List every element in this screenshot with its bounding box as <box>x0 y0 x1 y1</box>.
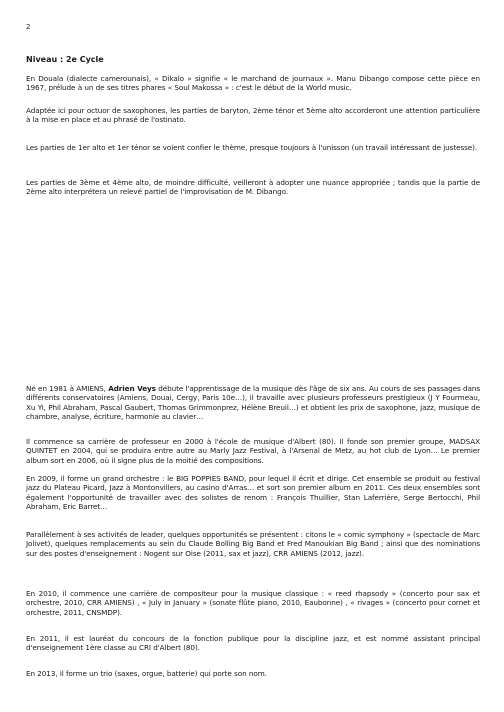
bio-paragraph-intro <box>26 384 480 421</box>
bio-paragraph-laureate: En 2011, il est lauréat du concours de la fonction publique pour la discipline jazz, et est nommé assistant principal d'enseignement 1ère classe au CRI d'Albert (80). <box>26 634 480 653</box>
bio-paragraph-big-band: En 2009, il forme un grand orchestre : le BIG POPPIES BAND, pour lequel il écrit et dirige. Cet ensemble se produit au festival jazz du Plateau Picard, Jazz à Montonvillers, au casino d'Arras… et sort son premier album en 2011. Ces deux ensembles sont également l'opportunité de travailler avec des solistes de renom : François Thuillier, Stan Laferrière, Serge Bertocchi, Phil Abraham, Eric Barret… <box>26 474 480 511</box>
bio-intro-before-name: Né en 1981 à AMIENS, <box>26 384 109 393</box>
bio-paragraph-composer: En 2010, il commence une carrière de compositeur pour la musique classique : « reed rhapsody » (concerto pour sax et orchestre, 2010, CRR AMIENS) , « July in January » (sonate flûte piano, 2010, Eaubonne) , « rivages » (concerto pour cornet et orchestre, 2011, CNSMDP). <box>26 589 480 617</box>
page-number: 2 <box>26 23 31 31</box>
level-heading: Niveau : 2e Cycle <box>26 55 104 64</box>
composer-name: Adrien Veys <box>108 384 156 393</box>
intro-paragraph-arrangement: Adaptée ici pour octuor de saxophones, les parties de baryton, 2ème ténor et 5ème alto accorderont une attention particulière à la mise en place et au phrasé de l'ostinato. <box>26 106 480 125</box>
bio-intro-after-name: débute l'apprentissage de la musique dès l'âge de six ans. Au cours de ses passages dans différents conservatoires (Amiens, Douai, Cergy, Paris 10e…), il travaille avec plusieurs professeurs prestigieux (J Y Fourmeau, Xu Yi, Phil Abraham, Pascal Gaubert, Thomas Grimmonprez, Hélène Breuil…) et obtient les prix de saxophone, jazz, musique de chambre, analyse, écriture, harmonie au clavier… <box>26 384 480 421</box>
bio-paragraph-leader: Parallèlement à ses activités de leader, quelques opportunités se présentent : citons le « comic symphony » (spectacle de Marc Jolivet), quelques remplacements au sein du Claude Bolling Big Band et Fred Manoukian Big Band ; ainsi que des nominations sur des postes d'enseignement : Nogent sur Oise (2011, sax et jazz), CRR AMIENS (2012, jazz). <box>26 530 480 558</box>
intro-paragraph-theme: Les parties de 1er alto et 1er ténor se voient confier le thème, presque toujours à l'unisson (un travail intéressant de justesse). <box>26 143 478 152</box>
intro-paragraph-origin: En Douala (dialecte camerounais), « Dikalo » signifie « le marchand de journaux ». Manu Dibango compose cette pièce en 1967, prélude à un de ses titres phares « Soul Makossa » : c'est le début de la World music. <box>26 74 480 93</box>
bio-paragraph-trio: En 2013, il forme un trio (saxes, orgue, batterie) qui porte son nom. <box>26 669 267 678</box>
intro-paragraph-inner-parts: Les parties de 3ème et 4ème alto, de moindre difficulté, veilleront à adopter une nuance appropriée ; tandis que la partie de 2ème alto interprétera un relevé partiel de l'improvisation de M. Dibango. <box>26 178 480 197</box>
bio-paragraph-career: Il commence sa carrière de professeur en 2000 à l'école de musique d'Albert (80). Il fonde son premier groupe, MADSAX QUINTET en 2004, qui se produira entre autre au Marly Jazz Festival, à l'Arsenal de Metz, au hot club de Lyon… Le premier album sort en 2006, où il signe plus de la moitié des compositions. <box>26 437 480 465</box>
